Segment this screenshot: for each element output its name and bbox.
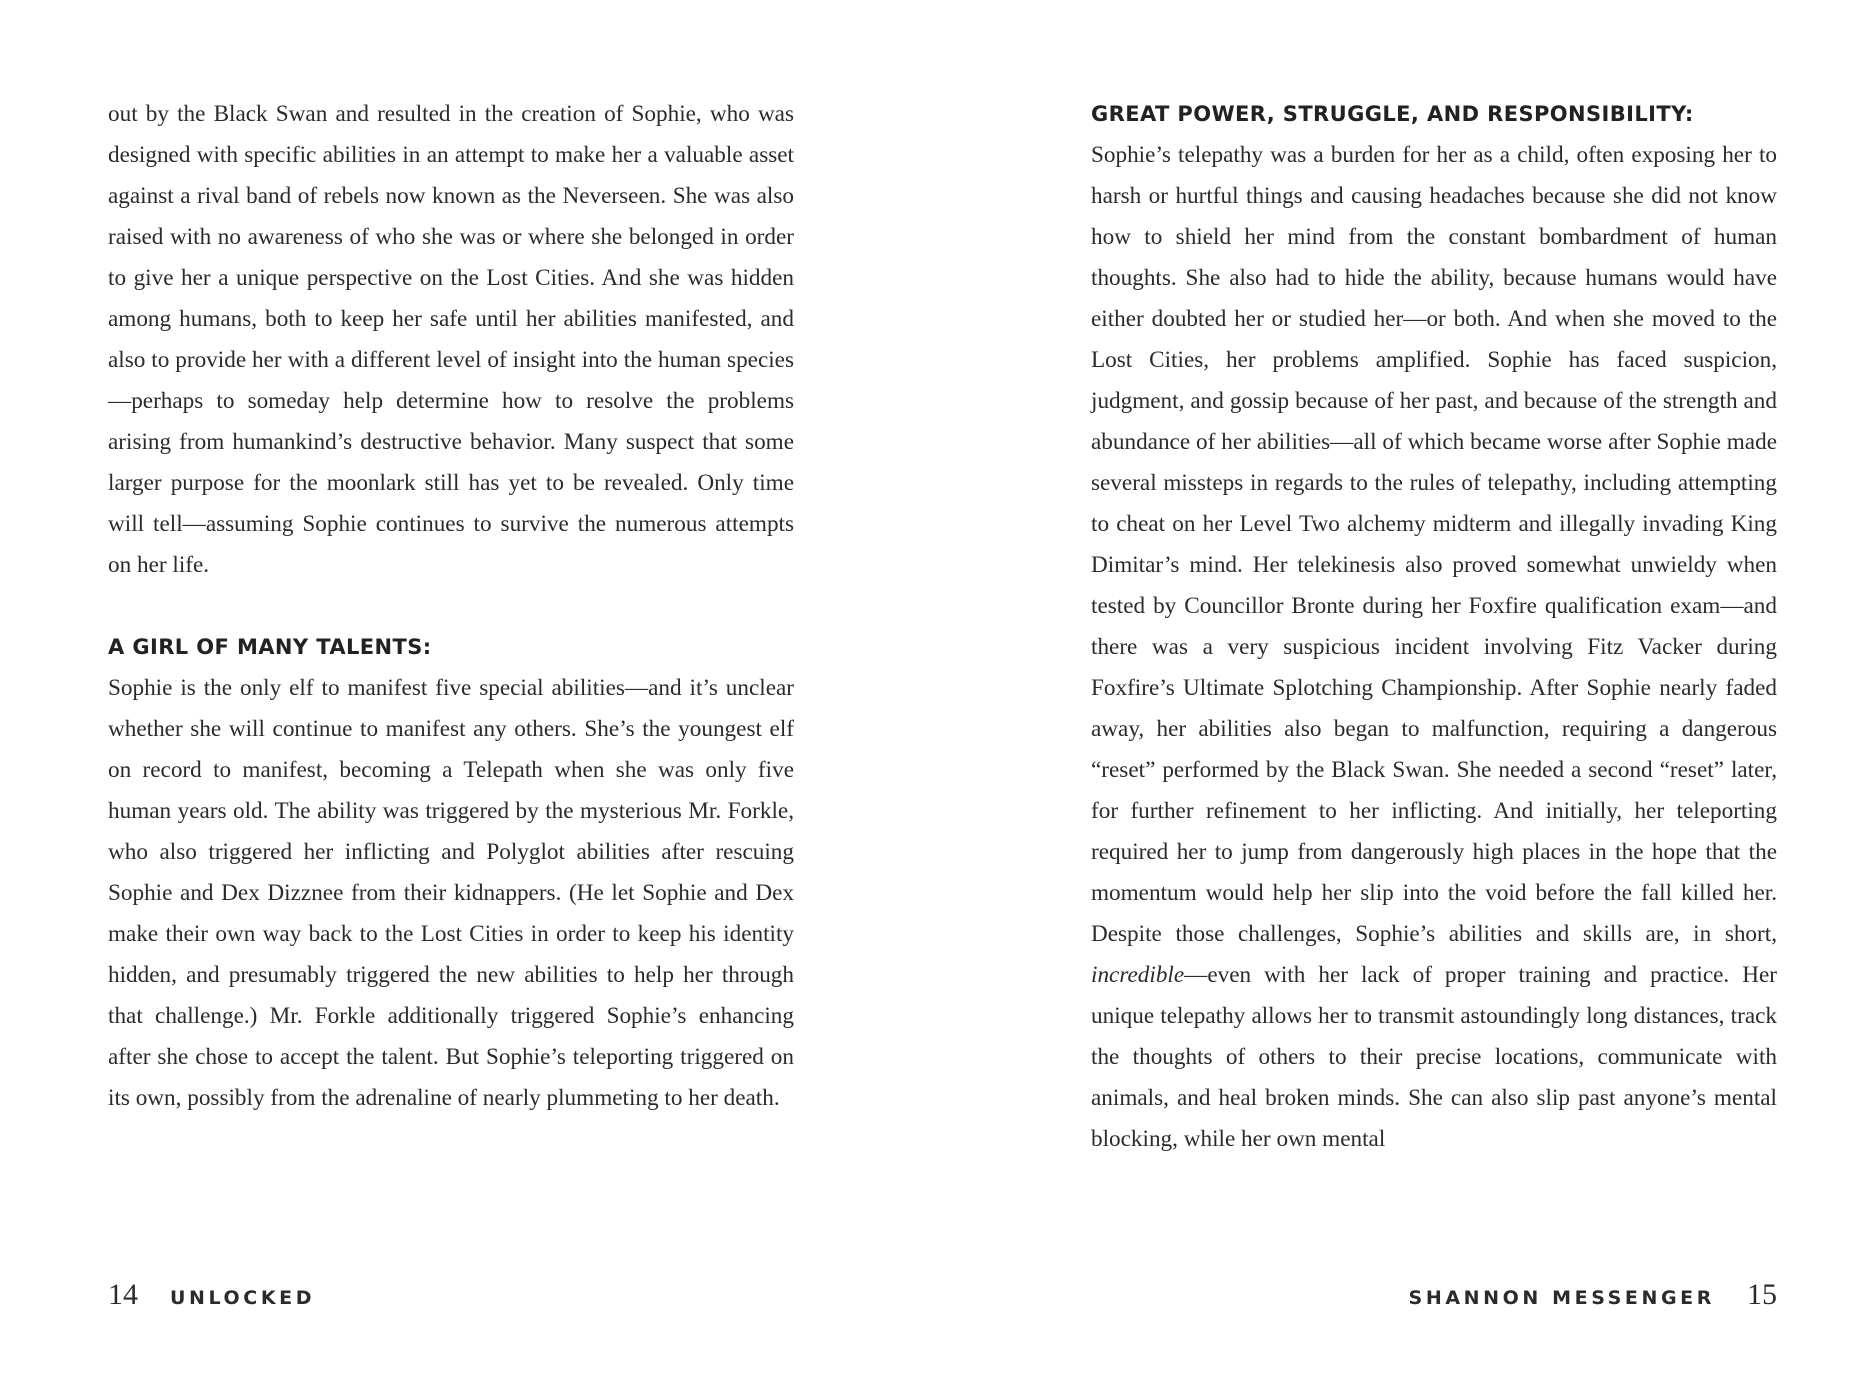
body-paragraph: Sophie is the only elf to manifest five special abilities—and it’s unclear whether she will continue to manifest any others. She’s the youngest elf on record to manifest, becoming a Telepath when she was only five human years old. The ability was triggered by the mysterious Mr. Forkle, who also triggered her inflicting and Polyglot abilities after rescuing Sophie and Dex Dizznee from their kidnappers. (He let Sophie and Dex make their own way back to the Lost Cities in order to keep his identity hidden, and presumably triggered the new abilities to help her through that challenge.) Mr. Forkle additionally triggered Sophie’s enhancing after she chose to accept the talent. But Sophie’s teleporting triggered on its own, possibly from the adrenaline of nearly plummeting to her death.	[108, 675, 794, 1111]
body-paragraph: out by the Black Swan and resulted in the creation of Sophie, who was designed with specific abilities in an attempt to make her a valuable asset against a rival band of rebels now known as the Neverseen. She was also raised with no awareness of who she was or where she belonged in order to give her a unique perspective on the Lost Cities. And she was hidden among humans, both to keep her safe until her abilities manifested, and also to provide her with a different level of insight into the human species—perhaps to someday help determine how to resolve the problems arising from humankind’s destructive behavior. Many suspect that some larger purpose for the moonlark still has yet to be revealed. Only time will tell—assuming Sophie continues to survive the numerous attempts on her life.	[108, 101, 794, 578]
section-heading: GREAT POWER, STRUGGLE, AND RESPONSIBILITY:	[1091, 102, 1694, 126]
folio	[108, 1278, 315, 1318]
paragraph-gap	[108, 586, 794, 627]
page-number: 15	[1747, 1278, 1777, 1311]
right-page	[933, 0, 1866, 1400]
running-head: SHANNON MESSENGER	[1408, 1287, 1715, 1309]
left-text-block	[108, 94, 794, 1119]
paragraph-text: Sophie’s telepathy was a burden for her as a child, often exposing her to harsh or hurtful things and causing headaches because she did not know how to shield her mind from the constant bombardment of human thoughts. She also had to hide the ability, because humans would have either doubted her or studied her—or both. And when she moved to the Lost Cities, her problems amplified. Sophie has faced suspicion, judgment, and gossip because of her past, and because of the strength and abundance of her abilities—all of which became worse after Sophie made several missteps in regards to the rules of telepathy, including attempting to cheat on her Level Two alchemy midterm and illegally invading King Dimitar’s mind. Her telekinesis also proved somewhat unwieldy when tested by Councillor Bronte during her Foxfire qualification exam—and there was a very suspicious incident involving Fitz Vacker during Foxfire’s Ultimate Splotching Championship. After Sophie nearly faded away, her abilities also began to malfunction, requiring a dangerous “reset” performed by the Black Swan. She needed a second “reset” later, for further refinement to her inflicting. And initially, her teleporting required her to jump from dangerously high places in the hope that the momentum would help her slip into the void before the fall killed her. Despite those challenges, Sophie’s abilities and skills are, in short,	[1091, 142, 1777, 947]
right-text-block	[1091, 94, 1777, 1160]
running-head: UNLOCKED	[170, 1287, 316, 1309]
body-paragraph	[1091, 135, 1777, 1160]
paragraph-text: —even with her lack of proper training and practice. Her unique telepathy allows her to transmit astoundingly long distances, track the thoughts of others to their precise locations, communicate with animals, and heal broken minds. She can also slip past anyone’s mental blocking, while her own mental	[1091, 962, 1777, 1152]
page-number: 14	[108, 1278, 138, 1311]
folio	[1409, 1278, 1777, 1318]
section-heading: A GIRL OF MANY TALENTS:	[108, 635, 432, 659]
emphasized-word: incredible	[1091, 962, 1185, 988]
